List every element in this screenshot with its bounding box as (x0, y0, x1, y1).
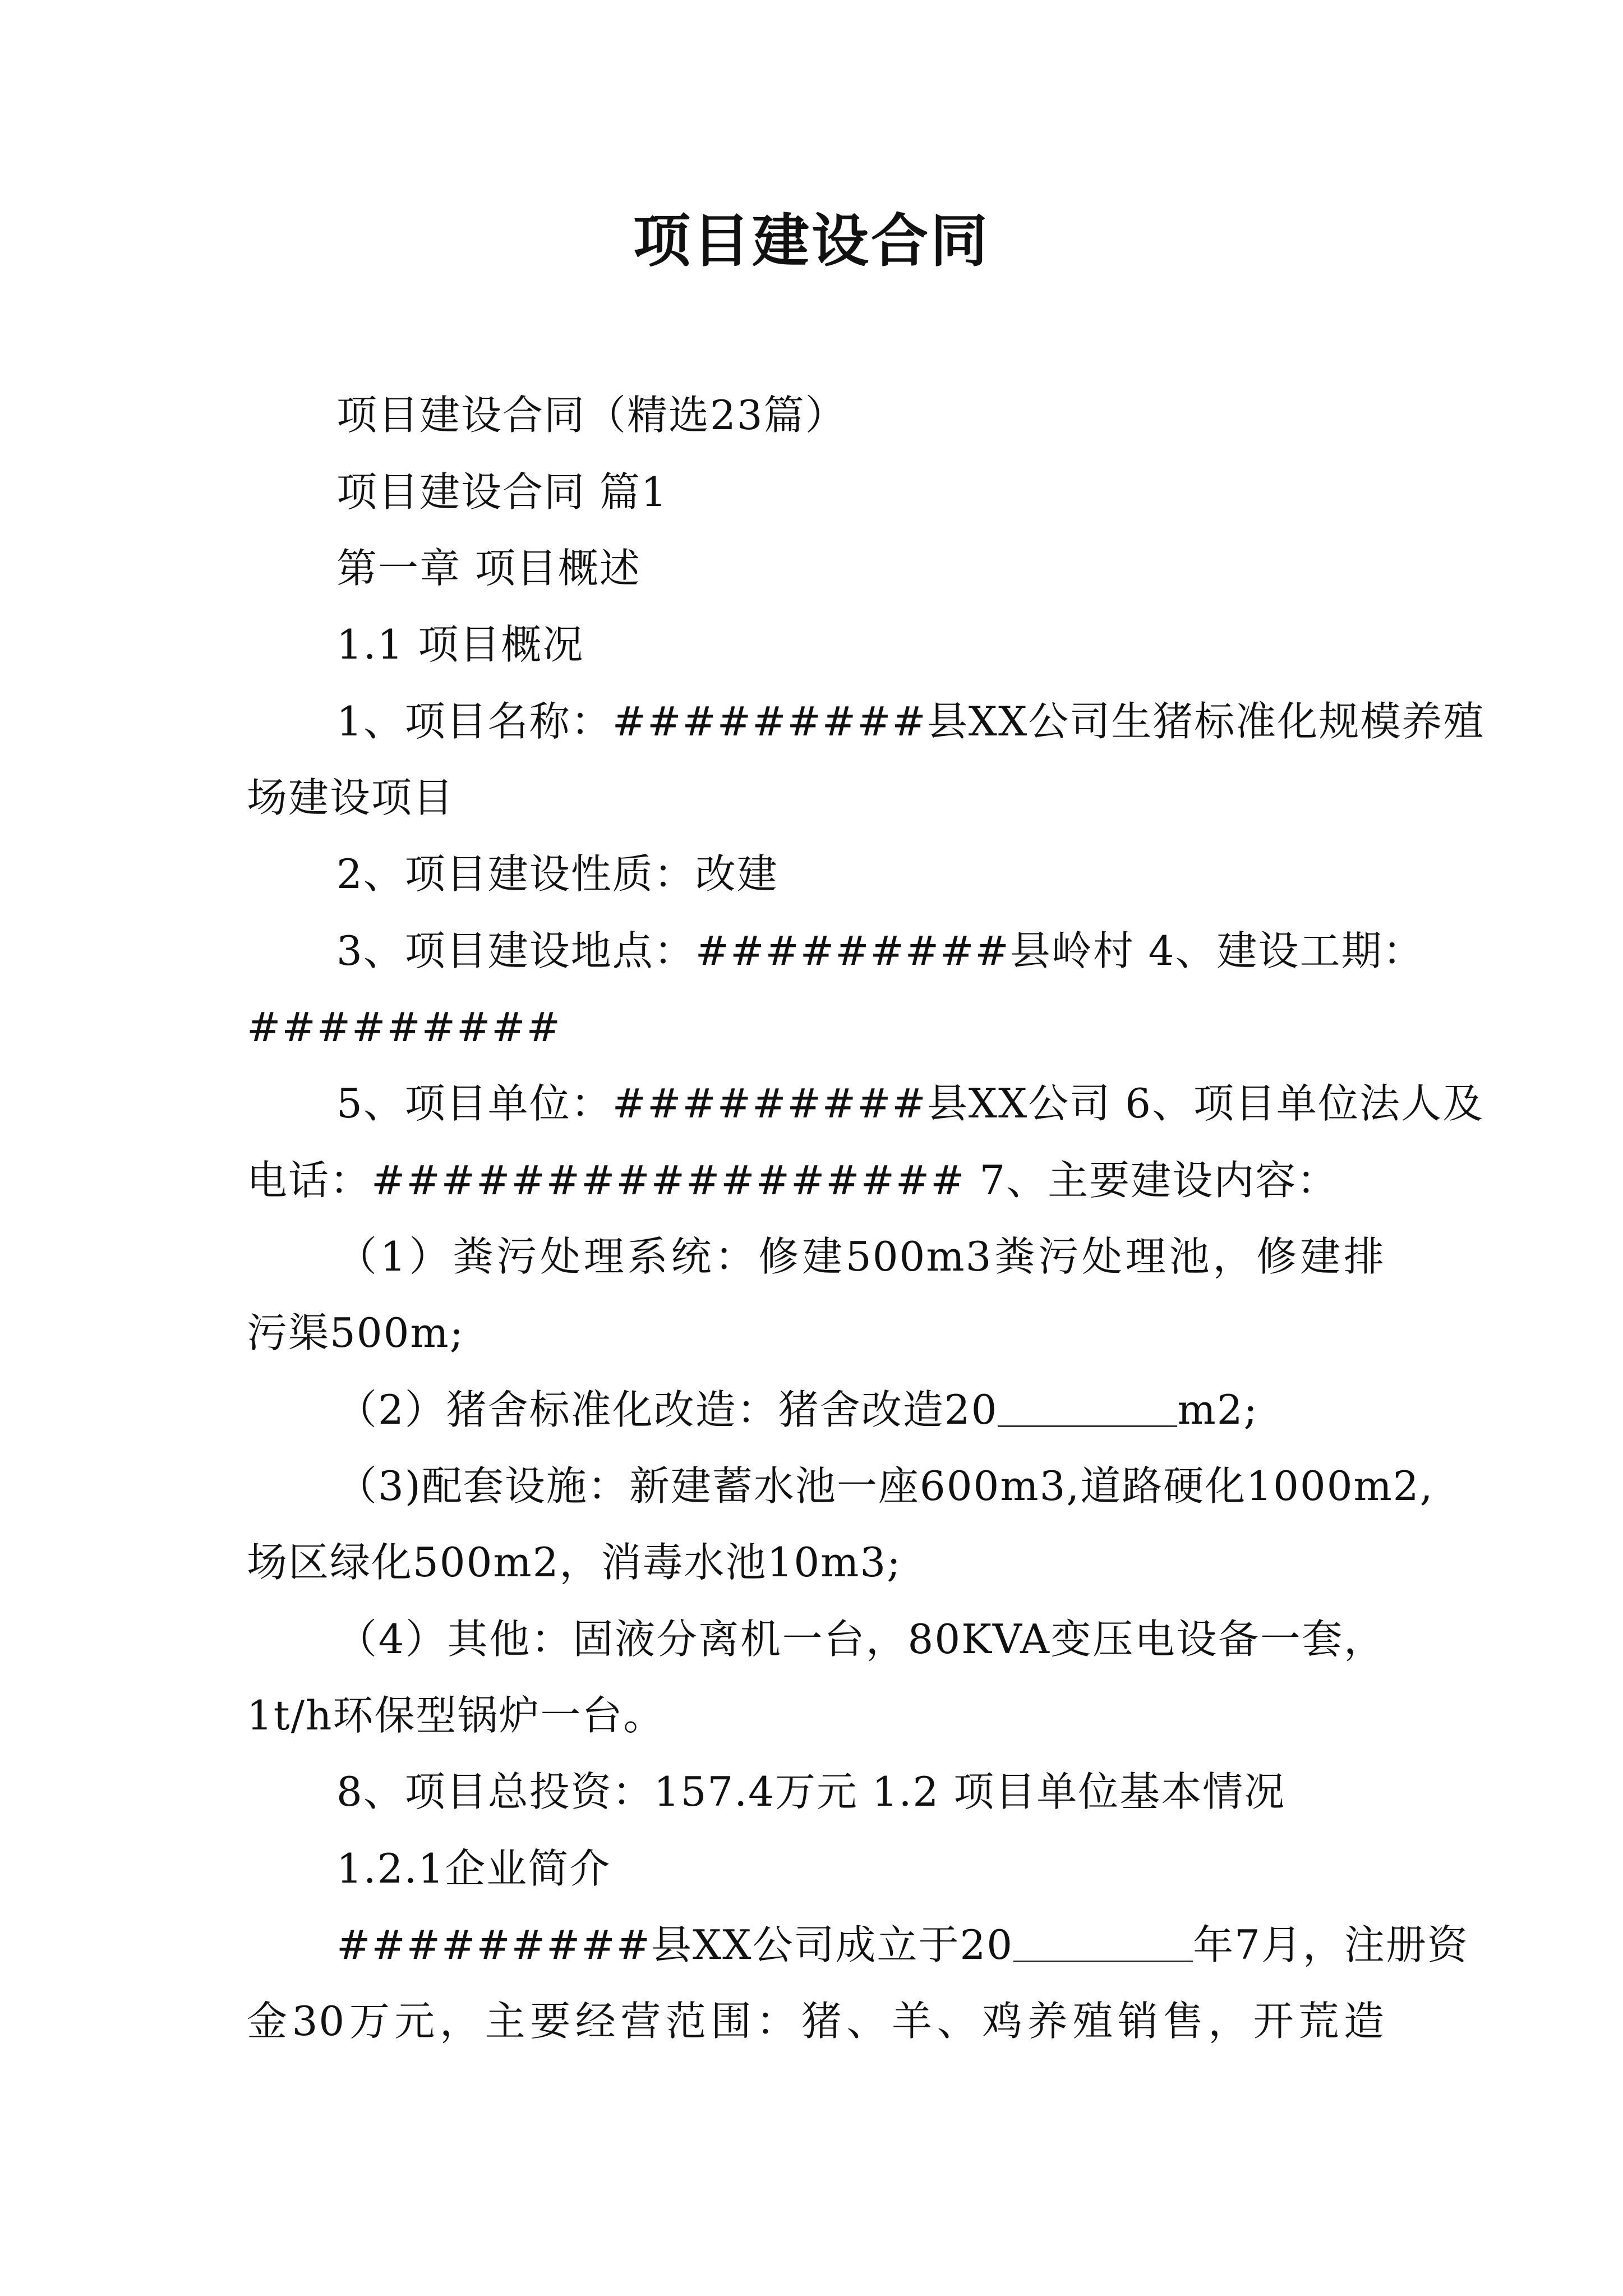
text-segment: （2）猪舍标准化改造：猪舍改造20 (336, 1386, 998, 1433)
text-line: 场建设项目 (247, 774, 455, 821)
text-line: 1、项目名称：#########县XX公司生猪标准化规模养殖 (336, 698, 1485, 745)
text-line: 2、项目建设性质：改建 (336, 850, 778, 898)
text-segment: m2; (1177, 1386, 1258, 1433)
text-line: 污渠500m; (247, 1309, 464, 1356)
text-line: （1）粪污处理系统：修建500m3粪污处理池，修建排 (336, 1233, 1385, 1280)
text-line: ######### (247, 1004, 561, 1051)
text-segment: #########县XX公司成立于20 (336, 1921, 1014, 1968)
blank-underline (998, 1392, 1177, 1427)
text-line: 1t/h环保型锅炉一台。 (247, 1692, 665, 1739)
text-line: 项目建设合同 篇1 (336, 468, 668, 516)
text-line: （3)配套设施：新建蓄水池一座600m3,道路硬化1000m2, (336, 1462, 1434, 1510)
text-line: 5、项目单位：#########县XX公司 6、项目单位法人及 (336, 1080, 1484, 1127)
text-line: 电话：################# 7、主要建设内容： (247, 1157, 1339, 1204)
text-line-with-blank (336, 1379, 1258, 1441)
text-line: 8、项目总投资：157.4万元 1.2 项目单位基本情况 (336, 1768, 1286, 1815)
document-title: 项目建设合同 (633, 208, 990, 275)
text-segment: 年7月，注册资 (1193, 1921, 1469, 1968)
text-line: （4）其他：固液分离机一台，80KVA变压电设备一套， (336, 1616, 1385, 1663)
text-line: 1.1 项目概况 (336, 621, 584, 668)
text-line: 3、项目建设地点：#########县岭村 4、建设工期： (336, 927, 1424, 974)
text-line: 金30万元，主要经营范围：猪、羊、鸡养殖销售，开荒造 (247, 1998, 1385, 2045)
text-line: 项目建设合同（精选23篇） (336, 392, 847, 439)
blank-underline (1013, 1927, 1193, 1962)
text-line-with-blank (336, 1914, 1469, 1976)
text-line: 场区绿化500m2，消毒水池10m3; (247, 1539, 902, 1586)
text-line: 第一章 项目概述 (336, 545, 641, 592)
text-line: 1.2.1企业简介 (336, 1845, 611, 1892)
